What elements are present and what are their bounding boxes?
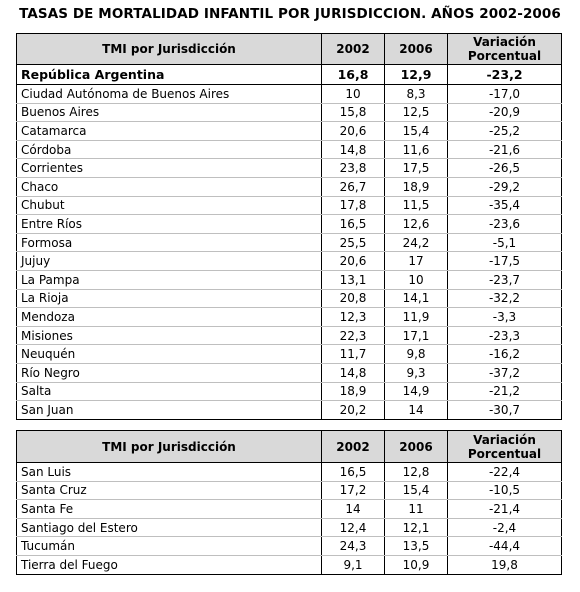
table-row [17,103,562,122]
value-2002-cell: 20,6 [322,122,385,141]
table-row [17,196,562,215]
variacion-cell: -21,4 [448,500,562,519]
jurisdiccion-cell: Neuquén [17,345,322,364]
variacion-cell: -26,5 [448,159,562,178]
header-2006: 2006 [385,431,448,463]
jurisdiccion-cell: Ciudad Autónoma de Buenos Aires [17,85,322,104]
value-2006-cell: 8,3 [385,85,448,104]
jurisdiccion-cell: Jujuy [17,252,322,271]
table-row [17,270,562,289]
table-row [17,252,562,271]
value-2006-cell: 17,5 [385,159,448,178]
jurisdiccion-cell: Tierra del Fuego [17,555,322,574]
value-2002-cell: 9,1 [322,555,385,574]
value-2002-cell: 17,8 [322,196,385,215]
table-row [17,401,562,420]
value-2002-cell: 17,2 [322,481,385,500]
variacion-cell: -44,4 [448,537,562,556]
header-variacion-line2: Porcentual [467,49,542,63]
value-2002-cell: 20,8 [322,289,385,308]
header-variacion-line1: Variación [473,35,536,49]
value-2002-cell: 20,2 [322,401,385,420]
header-variacion-line1: Variación [473,432,536,447]
jurisdiccion-cell: Tucumán [17,537,322,556]
jurisdiccion-cell: Chaco [17,177,322,196]
value-2006-cell: 11,6 [385,140,448,159]
jurisdiccion-cell: Salta [17,382,322,401]
table-row [17,326,562,345]
variacion-cell: -25,2 [448,122,562,141]
table-row [17,463,562,482]
jurisdiccion-cell: Mendoza [17,308,322,327]
table-row [17,382,562,401]
jurisdiccion-cell: La Rioja [17,289,322,308]
jurisdiccion-cell: Santa Fe [17,500,322,519]
header-jurisdiccion: TMI por Jurisdicción [17,34,322,65]
variacion-cell: -16,2 [448,345,562,364]
jurisdiccion-cell: San Juan [17,401,322,420]
table-row [17,308,562,327]
variacion-cell: -5,1 [448,233,562,252]
jurisdiccion-cell: Buenos Aires [17,103,322,122]
value-2006-cell: 18,9 [385,177,448,196]
value-2006-cell: 14,9 [385,382,448,401]
value-2006-cell: 10 [385,270,448,289]
value-2002-cell: 12,3 [322,308,385,327]
value-2002-cell: 22,3 [322,326,385,345]
value-2006-cell: 14 [385,401,448,420]
value-2006-cell: 10,9 [385,555,448,574]
jurisdiccion-cell: Santiago del Estero [17,518,322,537]
page-title: TASAS DE MORTALIDAD INFANTIL POR JURISDICCION. AÑOS 2002-2006 [19,6,561,22]
variacion-cell: -22,4 [448,463,562,482]
header-variacion [448,431,562,463]
jurisdiccion-cell: Chubut [17,196,322,215]
table-row [17,140,562,159]
value-2006-cell: 15,4 [385,481,448,500]
national-variacion: -23,2 [448,65,562,85]
value-2006-cell: 9,8 [385,345,448,364]
value-2006-cell: 12,6 [385,215,448,234]
table-row [17,500,562,519]
variacion-cell: -21,2 [448,382,562,401]
table-row [17,233,562,252]
jurisdiccion-cell: La Pampa [17,270,322,289]
header-2002: 2002 [322,431,385,463]
value-2002-cell: 14,8 [322,140,385,159]
variacion-cell: -2,4 [448,518,562,537]
table-row [17,177,562,196]
value-2002-cell: 14,8 [322,363,385,382]
mortality-table-1 [16,33,562,420]
variacion-cell: -3,3 [448,308,562,327]
value-2002-cell: 16,5 [322,463,385,482]
table-row [17,481,562,500]
variacion-cell: -23,7 [448,270,562,289]
value-2006-cell: 12,5 [385,103,448,122]
value-2006-cell: 11,9 [385,308,448,327]
table-row [17,537,562,556]
variacion-cell: -17,5 [448,252,562,271]
variacion-cell: -23,6 [448,215,562,234]
table-header-row [17,34,562,65]
variacion-cell: -21,6 [448,140,562,159]
variacion-cell: -30,7 [448,401,562,420]
variacion-cell: -29,2 [448,177,562,196]
value-2006-cell: 17,1 [385,326,448,345]
table-row [17,159,562,178]
national-row [17,65,562,85]
variacion-cell: -35,4 [448,196,562,215]
header-jurisdiccion: TMI por Jurisdicción [17,431,322,463]
value-2002-cell: 12,4 [322,518,385,537]
value-2006-cell: 12,8 [385,463,448,482]
variacion-cell: -10,5 [448,481,562,500]
value-2002-cell: 24,3 [322,537,385,556]
header-2002: 2002 [322,34,385,65]
table-header-row [17,431,562,463]
national-2002: 16,8 [322,65,385,85]
value-2002-cell: 20,6 [322,252,385,271]
jurisdiccion-cell: Misiones [17,326,322,345]
jurisdiccion-cell: Catamarca [17,122,322,141]
jurisdiccion-cell: Santa Cruz [17,481,322,500]
jurisdiccion-cell: Río Negro [17,363,322,382]
value-2006-cell: 12,1 [385,518,448,537]
table-row [17,518,562,537]
value-2006-cell: 24,2 [385,233,448,252]
national-2006: 12,9 [385,65,448,85]
jurisdiccion-cell: San Luis [17,463,322,482]
header-variacion-line2: Porcentual [467,446,542,461]
value-2002-cell: 15,8 [322,103,385,122]
national-name: República Argentina [17,65,322,85]
value-2006-cell: 9,3 [385,363,448,382]
table-row [17,555,562,574]
value-2002-cell: 23,8 [322,159,385,178]
value-2002-cell: 13,1 [322,270,385,289]
table-row [17,85,562,104]
variacion-cell: -17,0 [448,85,562,104]
jurisdiccion-cell: Entre Ríos [17,215,322,234]
variacion-cell: -20,9 [448,103,562,122]
jurisdiccion-cell: Corrientes [17,159,322,178]
jurisdiccion-cell: Formosa [17,233,322,252]
variacion-cell: -32,2 [448,289,562,308]
value-2002-cell: 26,7 [322,177,385,196]
variacion-cell: 19,8 [448,555,562,574]
value-2006-cell: 15,4 [385,122,448,141]
value-2002-cell: 25,5 [322,233,385,252]
variacion-cell: -23,3 [448,326,562,345]
value-2006-cell: 11,5 [385,196,448,215]
value-2002-cell: 16,5 [322,215,385,234]
table-row [17,363,562,382]
value-2002-cell: 18,9 [322,382,385,401]
header-2006: 2006 [385,34,448,65]
table-row [17,215,562,234]
value-2006-cell: 14,1 [385,289,448,308]
value-2002-cell: 11,7 [322,345,385,364]
value-2006-cell: 13,5 [385,537,448,556]
value-2002-cell: 14 [322,500,385,519]
table-row [17,122,562,141]
variacion-cell: -37,2 [448,363,562,382]
mortality-table-2 [16,430,562,575]
table-row [17,289,562,308]
header-variacion [448,34,562,65]
jurisdiccion-cell: Córdoba [17,140,322,159]
value-2002-cell: 10 [322,85,385,104]
value-2006-cell: 11 [385,500,448,519]
value-2006-cell: 17 [385,252,448,271]
table-row [17,345,562,364]
